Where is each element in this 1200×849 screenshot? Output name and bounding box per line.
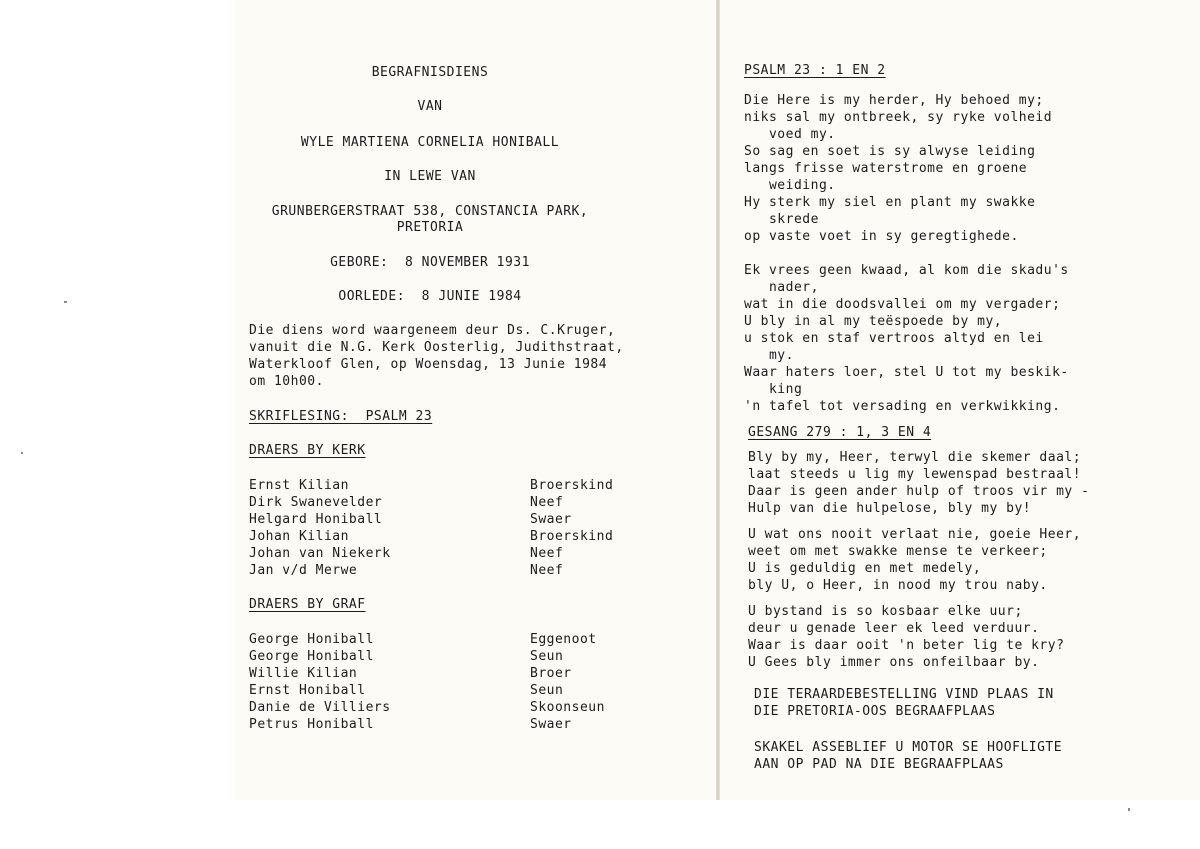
psalm-line: op vaste voet in sy geregtighede. bbox=[744, 229, 1019, 244]
psalm-line: weiding. bbox=[744, 178, 836, 193]
bearer-name: George Honiball bbox=[249, 632, 374, 647]
bearer-relation: Skoonseun bbox=[530, 700, 605, 715]
bearer-relation: Seun bbox=[530, 683, 564, 698]
bearer-relation: Neef bbox=[530, 546, 564, 561]
psalm-line: u stok en staf vertroos altyd en lei bbox=[744, 331, 1044, 346]
burial-notice-line: DIE PRETORIA-OOS BEGRAAFPLAAS bbox=[754, 704, 996, 719]
hymn-line: U Gees bly immer ons onfeilbaar by. bbox=[748, 655, 1040, 670]
hymn-line: Hulp van die hulpelose, bly my by! bbox=[748, 501, 1032, 516]
hymn-line: U bystand is so kosbaar elke uur; bbox=[748, 604, 1023, 619]
psalm-line: voed my. bbox=[744, 127, 836, 142]
bearer-relation: Broer bbox=[530, 666, 572, 681]
bearer-name: Johan van Niekerk bbox=[249, 546, 391, 561]
address-line-1: GRUNBERGERSTRAAT 538, CONSTANCIA PARK, bbox=[271, 204, 589, 219]
address-line-2: PRETORIA bbox=[396, 220, 464, 235]
headlights-notice-line: AAN OP PAD NA DIE BEGRAAFPLAAS bbox=[754, 757, 1004, 772]
left-page bbox=[235, 0, 717, 800]
scan-speck bbox=[64, 301, 67, 303]
right-page bbox=[719, 0, 1200, 800]
psalm-line: king bbox=[744, 382, 803, 397]
bearer-name: Danie de Villiers bbox=[249, 700, 391, 715]
page-fold bbox=[716, 0, 720, 800]
headlights-notice-line: SKAKEL ASSEBLIEF U MOTOR SE HOOFLIGTE bbox=[754, 740, 1063, 755]
scan-speck bbox=[1128, 808, 1130, 811]
hymn-line: U wat ons nooit verlaat nie, goeie Heer, bbox=[748, 527, 1082, 542]
bearer-name: Dirk Swanevelder bbox=[249, 495, 383, 510]
hymn-line: deur u genade leer ek leed verduur. bbox=[748, 621, 1040, 636]
bearer-relation: Broerskind bbox=[530, 529, 614, 544]
service-info-line: Waterkloof Glen, op Woensdag, 13 Junie 1984 bbox=[249, 357, 608, 372]
bearers-grave-heading: DRAERS BY GRAF bbox=[249, 597, 366, 612]
psalm-line: Die Here is my herder, Hy behoed my; bbox=[744, 93, 1044, 108]
hymn-line: Daar is geen ander hulp of troos vir my - bbox=[748, 484, 1090, 499]
in-lewe-van: IN LEWE VAN bbox=[384, 169, 476, 184]
bearer-name: Ernst Honiball bbox=[249, 683, 366, 698]
bearer-name: Helgard Honiball bbox=[249, 512, 383, 527]
bearer-name: Petrus Honiball bbox=[249, 717, 374, 732]
bearer-relation: Seun bbox=[530, 649, 564, 664]
birth-date: GEBORE: 8 NOVEMBER 1931 bbox=[330, 255, 530, 270]
hymn-line: Waar is daar ooit 'n beter lig te kry? bbox=[748, 638, 1065, 653]
death-date: OORLEDE: 8 JUNIE 1984 bbox=[338, 289, 522, 304]
psalm-line: Waar haters loer, stel U tot my beskik- bbox=[744, 365, 1069, 380]
bearer-name: Johan Kilian bbox=[249, 529, 349, 544]
reading-text: SKRIFLESING: PSALM 23 bbox=[249, 409, 433, 424]
bearer-relation: Swaer bbox=[530, 717, 572, 732]
bearer-name: Willie Kilian bbox=[249, 666, 358, 681]
scripture-reading bbox=[249, 409, 432, 424]
psalm-line: U bly in al my teëspoede by my, bbox=[744, 314, 1003, 329]
psalm-heading: PSALM 23 : 1 EN 2 bbox=[744, 63, 886, 78]
hymn-line: laat steeds u lig my lewenspad bestraal! bbox=[748, 467, 1082, 482]
bearers-church-heading: DRAERS BY KERK bbox=[249, 443, 366, 458]
hymn-line: weet om met swakke mense te verkeer; bbox=[748, 544, 1048, 559]
bearer-name: Ernst Kilian bbox=[249, 478, 349, 493]
psalm-line: wat in die doodsvallei om my vergader; bbox=[744, 297, 1061, 312]
service-info-line: vanuit die N.G. Kerk Oosterlig, Judithstraat, bbox=[249, 340, 624, 355]
hymn-line: Bly by my, Heer, terwyl die skemer daal; bbox=[748, 450, 1082, 465]
bearer-relation: Broerskind bbox=[530, 478, 614, 493]
burial-notice-line: DIE TERAARDEBESTELLING VIND PLAAS IN bbox=[754, 687, 1054, 702]
psalm-line: skrede bbox=[744, 212, 819, 227]
service-title: BEGRAFNISDIENS bbox=[371, 65, 489, 80]
psalm-line: niks sal my ontbreek, sy ryke volheid bbox=[744, 110, 1053, 125]
deceased-name: WYLE MARTIENA CORNELIA HONIBALL bbox=[300, 135, 560, 150]
psalm-line: langs frisse waterstrome en groene bbox=[744, 161, 1028, 176]
psalm-line: nader, bbox=[744, 280, 819, 295]
service-info-line: om 10h00. bbox=[249, 374, 324, 389]
psalm-line: So sag en soet is sy alwyse leiding bbox=[744, 144, 1036, 159]
hymn-line: U is geduldig en met medely, bbox=[748, 561, 982, 576]
bearer-relation: Eggenoot bbox=[530, 632, 597, 647]
hymn-line: bly U, o Heer, in nood my trou naby. bbox=[748, 578, 1048, 593]
bearer-relation: Swaer bbox=[530, 512, 572, 527]
bearer-name: Jan v/d Merwe bbox=[249, 563, 358, 578]
psalm-line: my. bbox=[744, 348, 794, 363]
service-info-line: Die diens word waargeneem deur Ds. C.Kruger, bbox=[249, 323, 616, 338]
van-line: VAN bbox=[417, 99, 443, 114]
bearer-name: George Honiball bbox=[249, 649, 374, 664]
bearer-relation: Neef bbox=[530, 563, 564, 578]
scan-speck bbox=[21, 452, 23, 454]
psalm-line: 'n tafel tot versading en verkwikking. bbox=[744, 399, 1061, 414]
bearer-relation: Neef bbox=[530, 495, 564, 510]
psalm-line: Ek vrees geen kwaad, al kom die skadu's bbox=[744, 263, 1069, 278]
hymn-heading: GESANG 279 : 1, 3 EN 4 bbox=[748, 425, 932, 440]
psalm-line: Hy sterk my siel en plant my swakke bbox=[744, 195, 1036, 210]
